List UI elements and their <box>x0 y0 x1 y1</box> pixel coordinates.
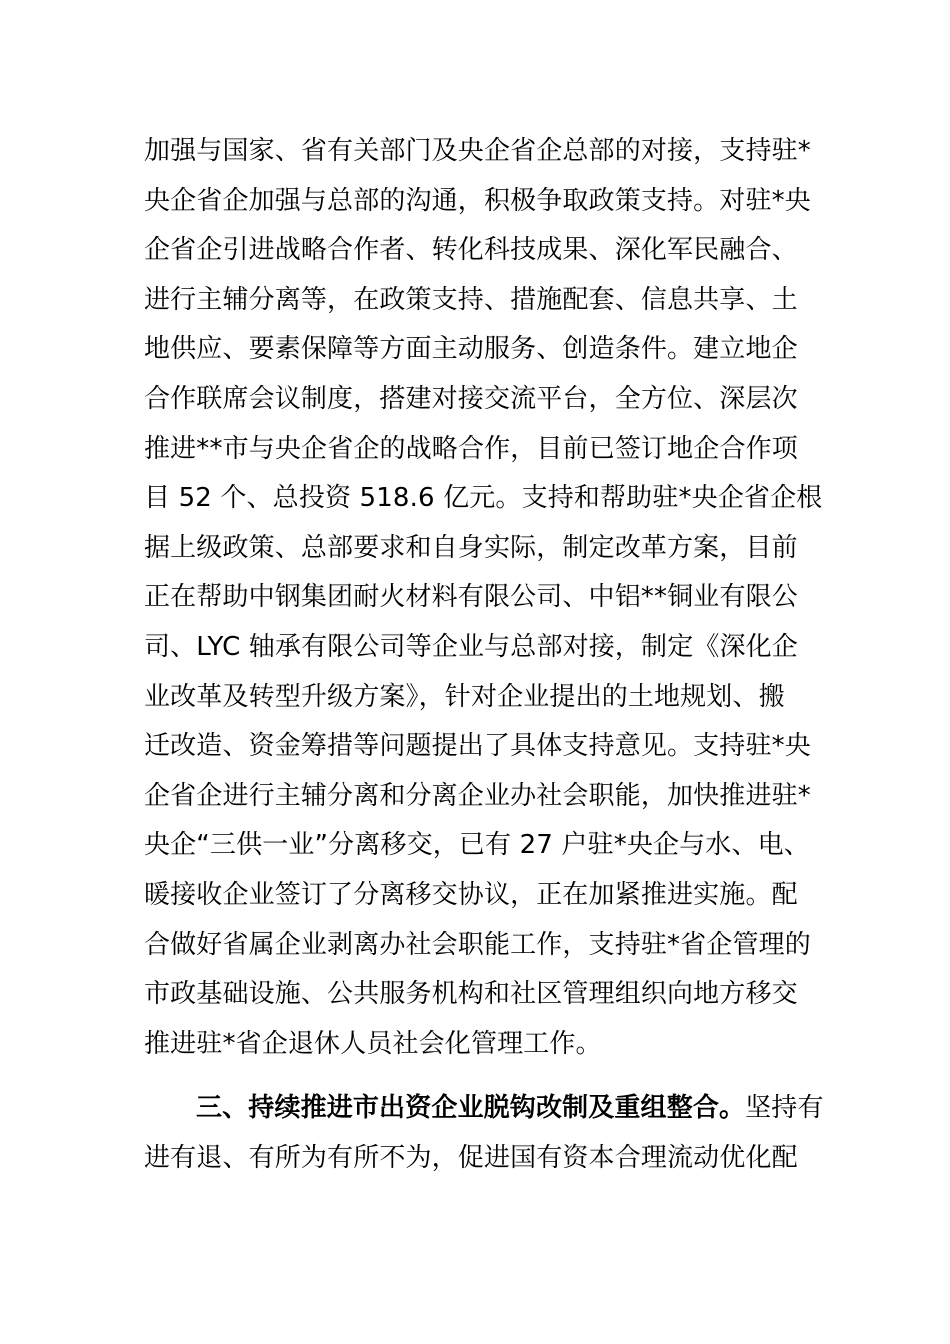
paragraph-line: 正在帮助中钢集团耐火材料有限公司、中铝**铜业有限公 <box>144 582 798 613</box>
paragraph-line: 目 52 个、总投资 518.6 亿元。支持和帮助驻*央企省企根 <box>144 483 823 514</box>
paragraph-line: 暖接收企业签订了分离移交协议，正在加紧推进实施。配 <box>144 879 798 910</box>
paragraph-soe-support <box>144 127 823 1069</box>
paragraph-line: 司、LYC 轴承有限公司等企业与总部对接，制定《深化企 <box>144 631 798 662</box>
paragraph-line: 推进**市与央企省企的战略合作，目前已签订地企合作项 <box>144 433 798 464</box>
paragraph-line: 加强与国家、省有关部门及央企省企总部的对接，支持驻* <box>144 136 811 166</box>
paragraph-line: 合作联席会议制度，搭建对接交流平台，全方位、深层次 <box>144 383 798 414</box>
paragraph-line: 央企省企加强与总部的沟通，积极争取政策支持。对驻*央 <box>144 185 811 216</box>
paragraph-line: 据上级政策、总部要求和自身实际，制定改革方案，目前 <box>144 532 798 563</box>
paragraph-line: 迁改造、资金筹措等问题提出了具体支持意见。支持驻*央 <box>144 731 811 762</box>
paragraph-section-three <box>144 1084 824 1183</box>
paragraph-line: 合做好省属企业剥离办社会职能工作，支持驻*省企管理的 <box>144 929 811 960</box>
paragraph-line: 企省企引进战略合作者、转化科技成果、深化军民融合、 <box>144 235 798 266</box>
paragraph-line: 企省企进行主辅分离和分离企业办社会职能，加快推进驻* <box>144 780 811 811</box>
paragraph-line: 推进驻*省企退休人员社会化管理工作。 <box>144 1028 602 1059</box>
paragraph-line: 市政基础设施、公共服务机构和社区管理组织向地方移交 <box>144 979 798 1010</box>
paragraph-line: 进行主辅分离等，在政策支持、措施配套、信息共享、土 <box>144 284 798 315</box>
section-heading-continuation: 坚持有 <box>745 1093 824 1123</box>
section-heading: 三、持续推进市出资企业脱钩改制及重组整合。 <box>196 1093 746 1123</box>
paragraph-line: 央企“三供一业”分离移交，已有 27 户驻*央企与水、电、 <box>144 830 810 861</box>
paragraph-line: 地供应、要素保障等方面主动服务、创造条件。建立地企 <box>144 334 798 365</box>
section-heading-line <box>144 1084 824 1134</box>
paragraph-line: 业改革及转型升级方案》，针对企业提出的土地规划、搬 <box>144 681 785 712</box>
paragraph-line: 进有退、有所为有所不为，促进国有资本合理流动优化配 <box>144 1142 798 1173</box>
